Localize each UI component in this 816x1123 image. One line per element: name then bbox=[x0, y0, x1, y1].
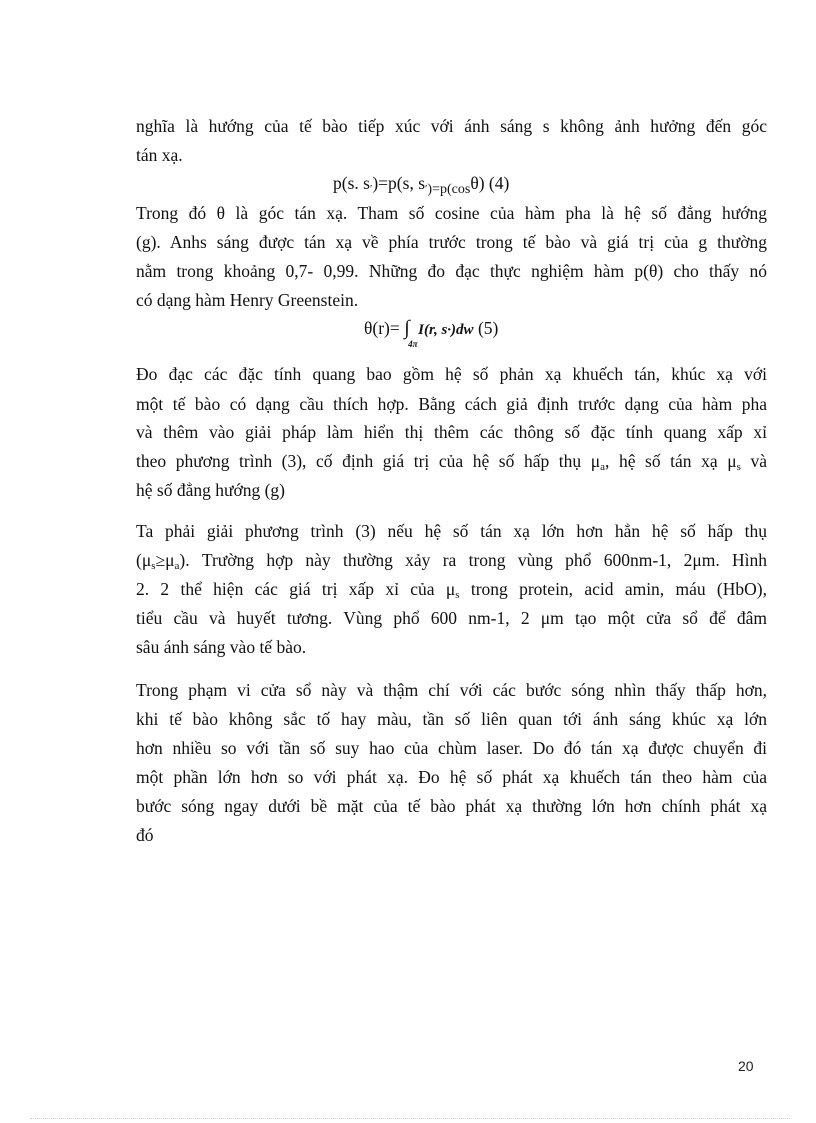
mu-s-subscript: s bbox=[736, 461, 741, 473]
paragraph-5-line-5: bước sóng ngay dưới bề mặt của tế bào phát xạ thường lớn hơn chính phát xạ bbox=[136, 796, 767, 816]
paragraph-4-line-1: Ta phải giải phương trình (3) nếu hệ số tán xạ lớn hơn hẳn hệ số hấp thụ bbox=[136, 521, 767, 541]
p4-l2-part-c: ). Trường hợp này thường xảy ra trong vùng phổ 600nm-1, 2μm. Hình bbox=[179, 550, 767, 570]
paragraph-4-line-3 bbox=[136, 579, 767, 601]
paragraph-1-line-1: nghĩa là hướng của tế bào tiếp xúc với ánh sáng s không ảnh hưởng đến góc bbox=[136, 116, 767, 136]
integral-lower-bound: 4π bbox=[408, 339, 418, 349]
eq5-integrand: I(r, s·)dw bbox=[418, 322, 474, 338]
mu-a-subscript-2: a bbox=[174, 560, 180, 572]
mu-s-subscript-2: s bbox=[151, 560, 156, 572]
paragraph-5-line-6: đó bbox=[136, 825, 154, 845]
p3-l4-part-a: theo phương trình (3), cố định giá trị của hệ số hấp thụ μ bbox=[136, 451, 601, 471]
paragraph-2-line-1: Trong đó θ là góc tán xạ. Tham số cosine của hàm pha là hệ số đẳng hướng bbox=[136, 203, 767, 223]
eq4-mid: )=p(s, s bbox=[372, 173, 426, 193]
paragraph-1-line-2: tán xạ. bbox=[136, 145, 183, 165]
paragraph-4-line-5: sâu ánh sáng vào tế bào. bbox=[136, 637, 307, 657]
paragraph-3-line-5: hệ số đẳng hướng (g) bbox=[136, 480, 285, 500]
eq4-number: ) (4) bbox=[478, 173, 510, 193]
mu-s-subscript-3: s bbox=[455, 589, 460, 601]
paragraph-3-line-1: Đo đạc các đặc tính quang bao gồm hệ số phản xạ khuếch tán, khúc xạ với bbox=[136, 364, 767, 384]
eq5-left: θ(r)= bbox=[364, 318, 400, 338]
paragraph-5-line-1: Trong phạm vi cửa sổ này và thậm chí với các bước sóng nhìn thấy thấp hơn, bbox=[136, 680, 767, 700]
paragraph-2-line-3: nằm trong khoảng 0,7- 0,99. Những đo đạc thực nghiệm hàm p(θ) cho thấy nó bbox=[136, 261, 767, 281]
paragraph-4-line-2 bbox=[136, 550, 767, 572]
p4-l2-part-b: ≥μ bbox=[155, 550, 175, 570]
eq4-left: p(s. s bbox=[333, 173, 370, 193]
eq4-sub-2: ′ bbox=[425, 183, 428, 195]
eq4-theta: θ bbox=[470, 173, 479, 193]
equation-5 bbox=[364, 317, 499, 349]
p4-l3-part-a: 2. 2 thể hiện các giá trị xấp xỉ của μ bbox=[136, 579, 456, 599]
p4-l2-part-a: (μ bbox=[136, 550, 152, 570]
paragraph-5-line-4: một phần lớn hơn so với phát xạ. Đo hệ số phát xạ khuếch tán theo hàm của bbox=[136, 767, 767, 787]
p3-l4-part-b: , hệ số tán xạ μ bbox=[605, 451, 737, 471]
integral-symbol: ∫ bbox=[404, 317, 410, 339]
p4-l3-part-b: trong protein, acid amin, máu (HbO), bbox=[459, 579, 767, 599]
eq4-tail: )=p(cos bbox=[427, 182, 471, 197]
paragraph-3-line-4 bbox=[136, 451, 767, 473]
mu-a-subscript: a bbox=[600, 461, 605, 473]
footer-divider bbox=[30, 1118, 790, 1119]
paragraph-2-line-4: có dạng hàm Henry Greenstein. bbox=[136, 290, 359, 310]
eq5-number: (5) bbox=[477, 318, 499, 338]
eq4-sub-1: ′ bbox=[369, 183, 373, 195]
page-number: 20 bbox=[738, 1058, 754, 1074]
paragraph-5-line-2: khi tế bào không sắc tố hay màu, tần số liên quan tới ánh sáng khúc xạ lớn bbox=[136, 709, 767, 729]
paragraph-4-line-4: tiểu cầu và huyết tương. Vùng phổ 600 nm-1, 2 μm tạo một cửa sổ để đâm bbox=[136, 608, 767, 628]
eq5-integral-group bbox=[404, 317, 418, 349]
equation-4 bbox=[333, 173, 509, 198]
paragraph-2-line-2: (g). Anhs sáng được tán xạ về phía trước trong tế bào và giá trị của g thường bbox=[136, 232, 767, 252]
paragraph-3-line-2: một tế bào có dạng cầu thích hợp. Bằng cách giả định trước dạng của hàm pha bbox=[136, 394, 767, 414]
paragraph-3-line-3: và thêm vào giải pháp làm hiển thị thêm các thông số đặc tính quang xấp xỉ bbox=[136, 422, 767, 442]
p3-l4-part-c: và bbox=[740, 451, 767, 471]
paragraph-5-line-3: hơn nhiều so với tần số suy hao của chùm laser. Do đó tán xạ được chuyển đi bbox=[136, 738, 767, 758]
